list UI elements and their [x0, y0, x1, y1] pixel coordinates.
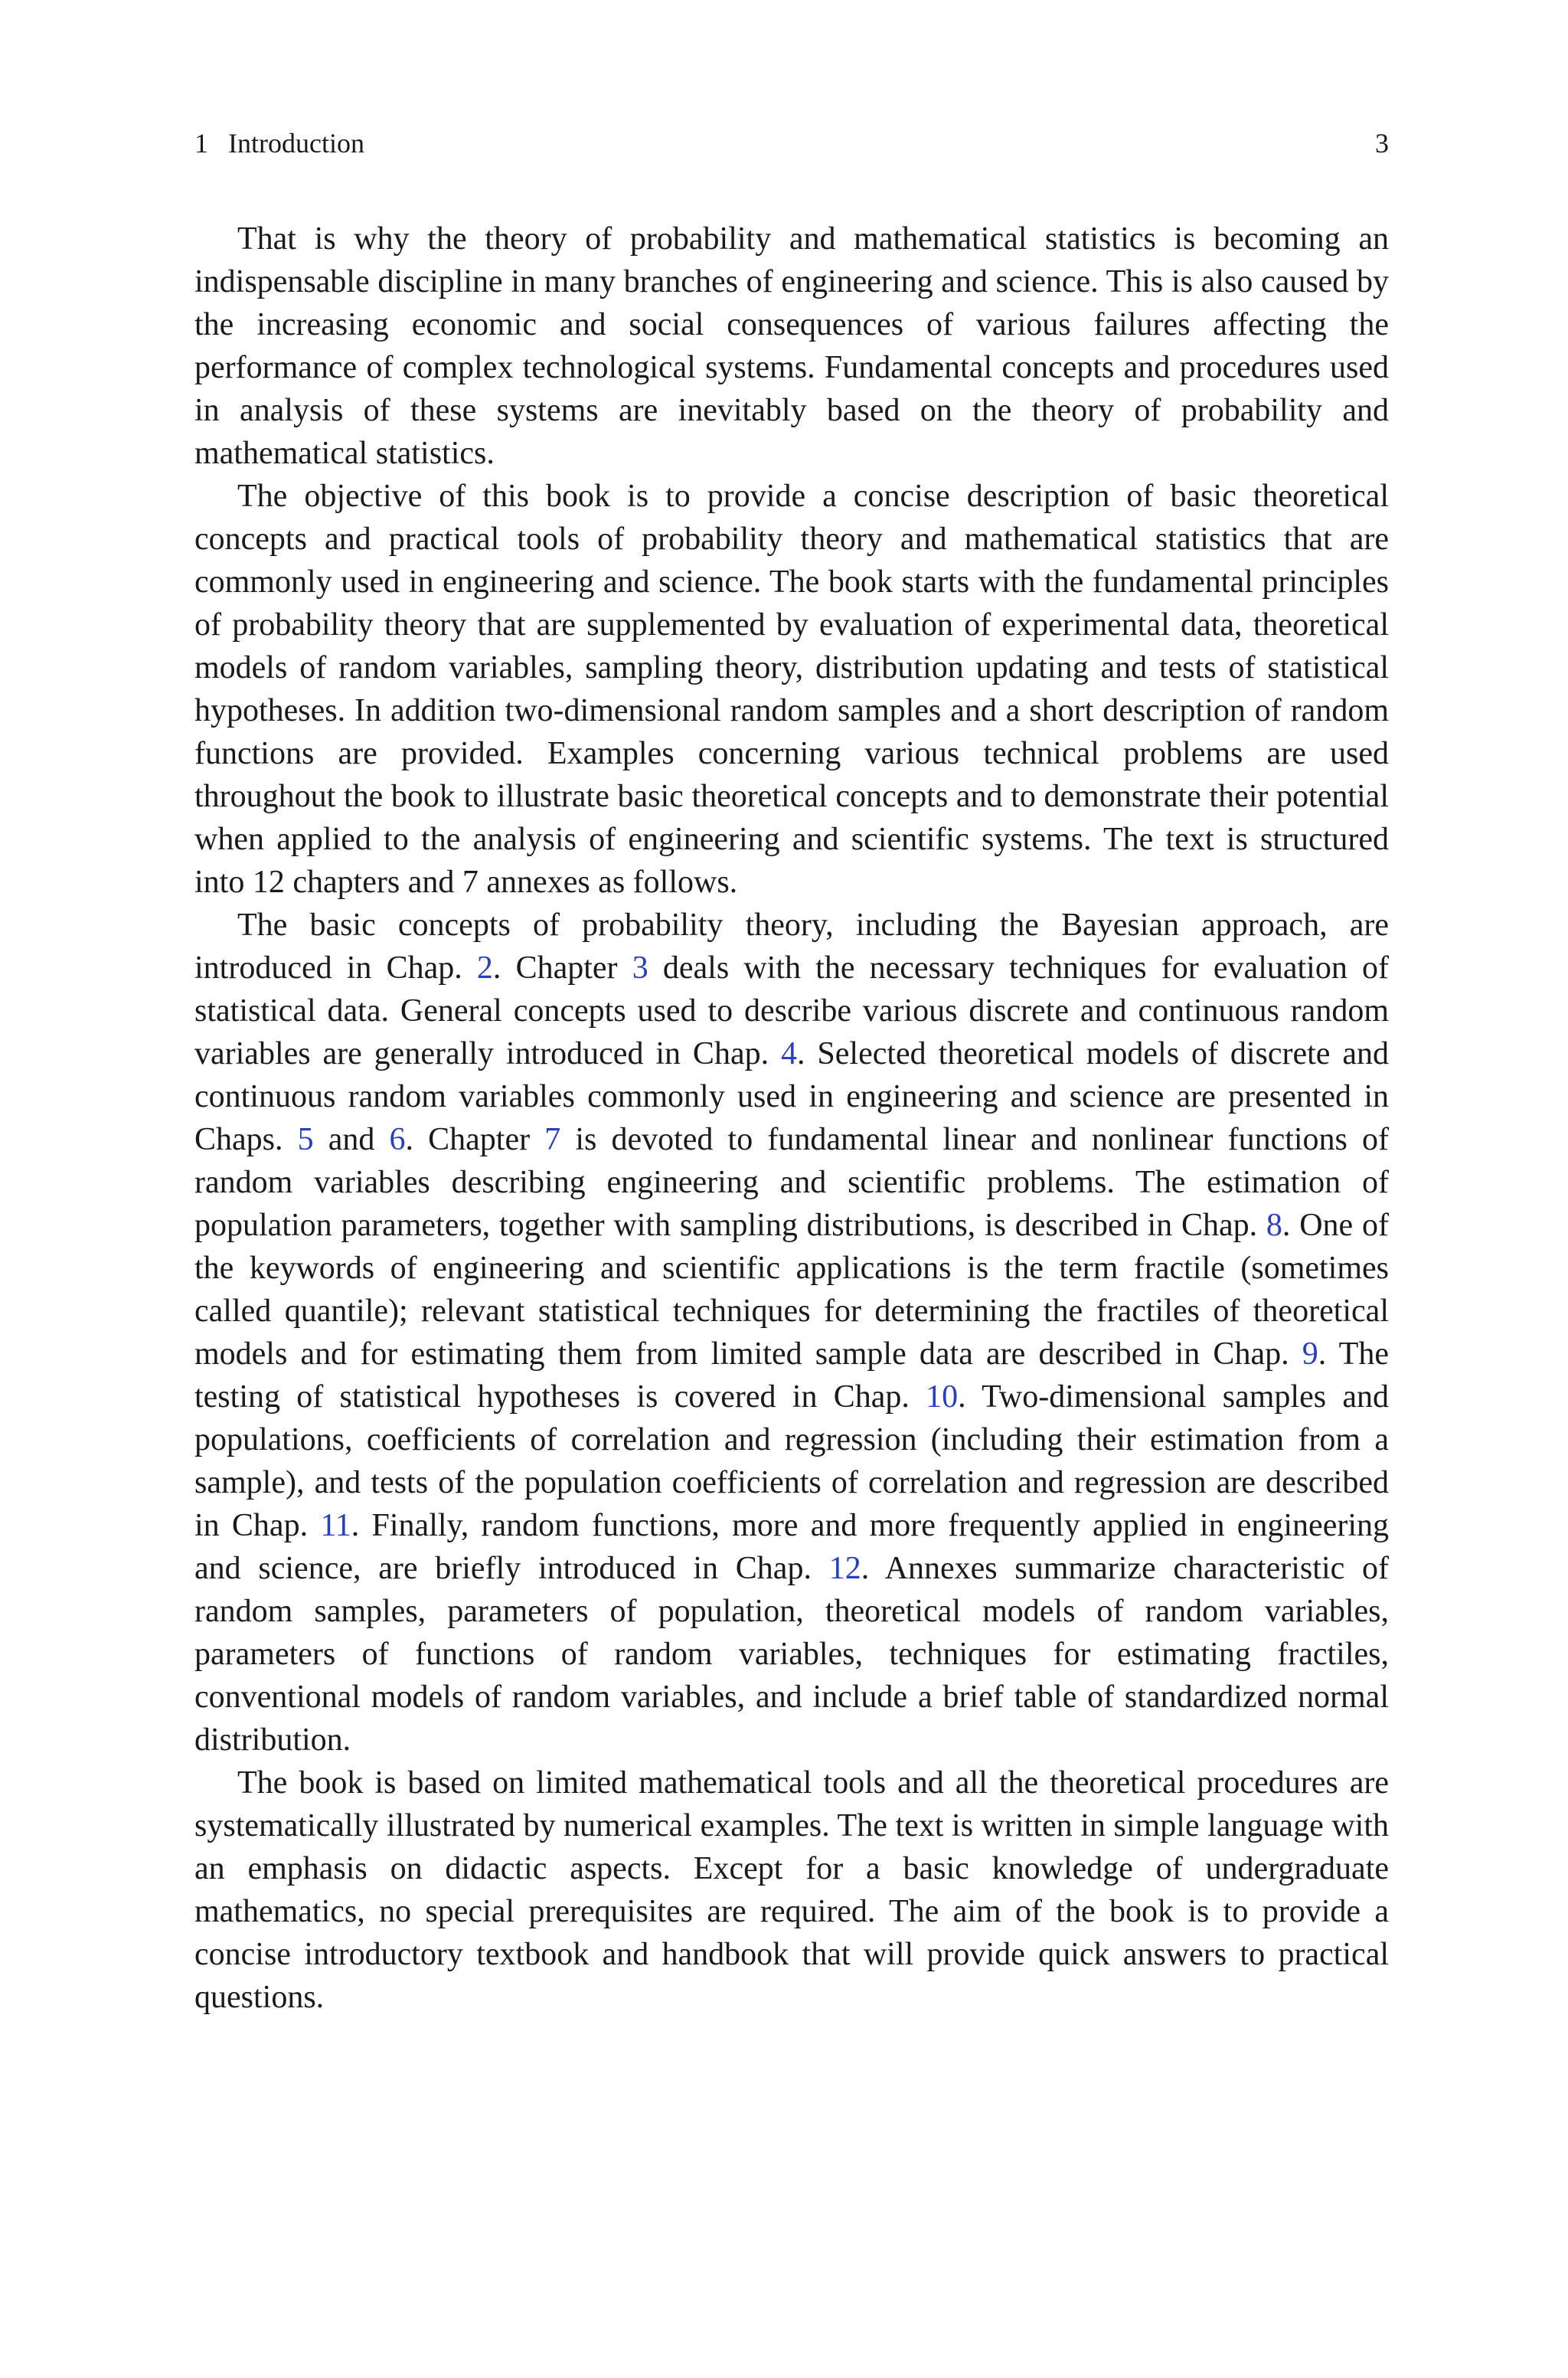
paragraph-3-text: . Selected theoretical models of discrete and continuous random variables commonly used in engineering and science are presented in Chaps.	[194, 1036, 1389, 1157]
chapter-5-link[interactable]: 5	[297, 1122, 314, 1157]
paragraph-3-text: . Chapter	[492, 950, 632, 986]
paragraph-3-text: . Finally, random functions, more and more frequently applied in engineering and science, are briefly introduced in Chap.	[194, 1508, 1389, 1586]
chapter-number: 1	[194, 128, 208, 159]
page-number: 3	[1375, 128, 1389, 159]
chapter-8-link[interactable]: 8	[1266, 1208, 1282, 1243]
body-text	[194, 218, 1389, 2019]
chapter-title: Introduction	[228, 128, 364, 159]
paragraph-3-text: . Annexes summarize characteristic of random samples, parameters of population, theoretical models of random variables, parameters of functions of random variables, techniques for estimating fractiles, conventional models of random variables, and include a brief table of standardized normal distribution.	[194, 1551, 1390, 1758]
running-header	[194, 124, 1389, 162]
chapter-10-link[interactable]: 10	[926, 1379, 959, 1415]
paragraph-3-text: is devoted to fundamental linear and nonlinear functions of random variables describing engineering and scientific problems. The estimation of population parameters, together with sampling distributions, is described in Chap.	[194, 1122, 1389, 1243]
chapter-9-link[interactable]: 9	[1302, 1336, 1318, 1372]
chapter-6-link[interactable]: 6	[389, 1122, 406, 1157]
paragraph-3-text: . Two-dimensional samples and populations, coefficients of correlation and regression (including their estimation from a sample), and tests of the population coefficients of correlation and regression are described in Chap.	[194, 1379, 1389, 1543]
chapter-12-link[interactable]: 12	[828, 1551, 861, 1586]
paragraph-3-text: . Chapter	[405, 1122, 545, 1157]
chapter-2-link[interactable]: 2	[476, 950, 493, 986]
chapter-7-link[interactable]: 7	[544, 1122, 561, 1157]
chapter-3-link[interactable]: 3	[632, 950, 648, 986]
paragraph-3-text: deals with the necessary techniques for evaluation of statistical data. General concepts used to describe various discrete and continuous random variables are generally introduced in Chap.	[194, 950, 1389, 1071]
paragraph-3-text: . One of the keywords of engineering and scientific applications is the term fractile (sometimes called quantile); relevant statistical techniques for determining the fractiles of theoretical models and for estimating them from limited sample data are described in Chap.	[194, 1208, 1389, 1372]
paragraph-3-text: and	[313, 1122, 390, 1157]
chapter-11-link[interactable]: 11	[320, 1508, 351, 1543]
paragraph-3	[194, 904, 1389, 1761]
paragraph-3-text: . The testing of statistical hypotheses is covered in Chap.	[194, 1336, 1389, 1415]
paragraph-4: The book is based on limited mathematical tools and all the theoretical procedures are systematically illustrated by numerical examples. The text is written in simple language with an emphasis on didactic aspects. Except for a basic knowledge of undergraduate mathematics, no special prerequisites are required. The aim of the book is to provide a concise introductory textbook and handbook that will provide quick answers to practical questions.	[194, 1765, 1389, 2015]
paragraph-1: That is why the theory of probability and mathematical statistics is becoming an indispensable discipline in many branches of engineering and science. This is also caused by the increasing economic and social consequences of various failures affecting the performance of complex technological systems. Fundamental concepts and procedures used in analysis of these systems are inevitably based on the theory of probability and mathematical statistics.	[194, 221, 1389, 471]
paragraph-2: The objective of this book is to provide a concise description of basic theoretical concepts and practical tools of probability theory and mathematical statistics that are commonly used in engineering and science. The book starts with the fundamental principles of probability theory that are supplemented by evaluation of experimental data, theoretical models of random variables, sampling theory, distribution updating and tests of statistical hypotheses. In addition two-dimensional random samples and a short description of random functions are provided. Examples concerning various technical problems are used throughout the book to illustrate basic theoretical concepts and to demonstrate their potential when applied to the analysis of engineering and scientific systems. The text is structured into 12 chapters and 7 annexes as follows.	[194, 479, 1389, 900]
paragraph-3-text: The basic concepts of probability theory, including the Bayesian approach, are introduced in Chap.	[194, 908, 1389, 986]
chapter-4-link[interactable]: 4	[781, 1036, 797, 1071]
